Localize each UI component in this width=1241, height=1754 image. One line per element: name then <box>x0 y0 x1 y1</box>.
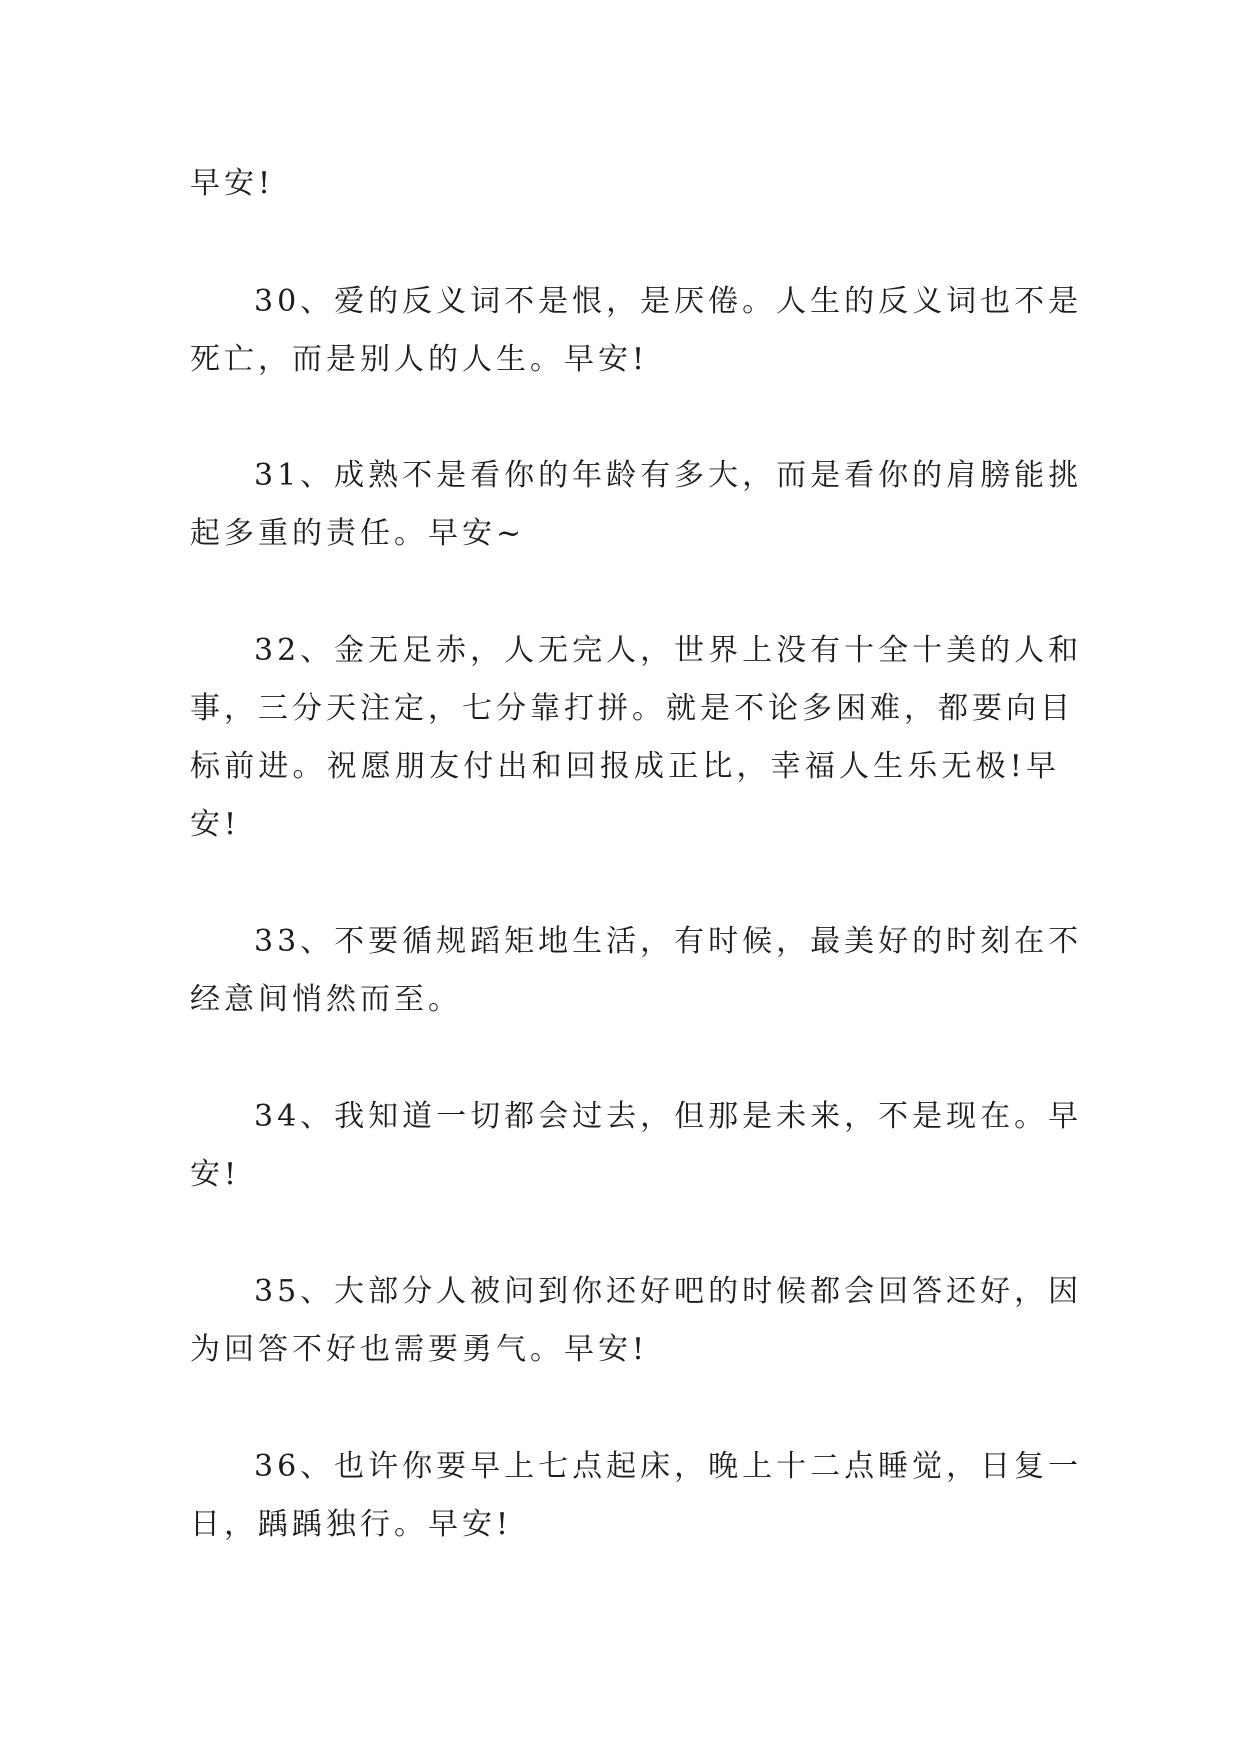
paragraph-32-line-4: 安! <box>190 807 241 842</box>
paragraph-33-line-1: 33、不要循规蹈矩地生活，有时候，最美好的时刻在不 <box>254 924 1083 959</box>
paragraph-35-line-2: 为回答不好也需要勇气。早安! <box>190 1332 649 1367</box>
paragraph-35-line-1: 35、大部分人被问到你还好吧的时候都会回答还好，因 <box>254 1274 1083 1309</box>
paragraph-30-line-1: 30、爱的反义词不是恨，是厌倦。人生的反义词也不是 <box>254 284 1083 319</box>
paragraph-36-line-1: 36、也许你要早上七点起床，晚上十二点睡觉，日复一 <box>254 1449 1083 1484</box>
paragraph-30-line-2: 死亡，而是别人的人生。早安! <box>190 342 649 377</box>
paragraph-32-line-2: 事，三分天注定，七分靠打拼。就是不论多困难，都要向目 <box>190 691 1074 726</box>
paragraph-31-line-1: 31、成熟不是看你的年龄有多大，而是看你的肩膀能挑 <box>254 458 1083 493</box>
paragraph-34-line-1: 34、我知道一切都会过去，但那是未来，不是现在。早 <box>254 1099 1083 1134</box>
paragraph-31-line-2: 起多重的责任。早安~ <box>190 516 526 551</box>
paragraph-29-line-1: 早安! <box>190 166 275 201</box>
paragraph-34-line-2: 安! <box>190 1157 241 1192</box>
paragraph-32-line-3: 标前进。祝愿朋友付出和回报成正比，幸福人生乐无极!早 <box>190 749 1060 784</box>
paragraph-33-line-2: 经意间悄然而至。 <box>190 982 462 1017</box>
paragraph-32-line-1: 32、金无足赤，人无完人，世界上没有十全十美的人和 <box>254 633 1083 668</box>
paragraph-36-line-2: 日，踽踽独行。早安! <box>190 1507 513 1542</box>
